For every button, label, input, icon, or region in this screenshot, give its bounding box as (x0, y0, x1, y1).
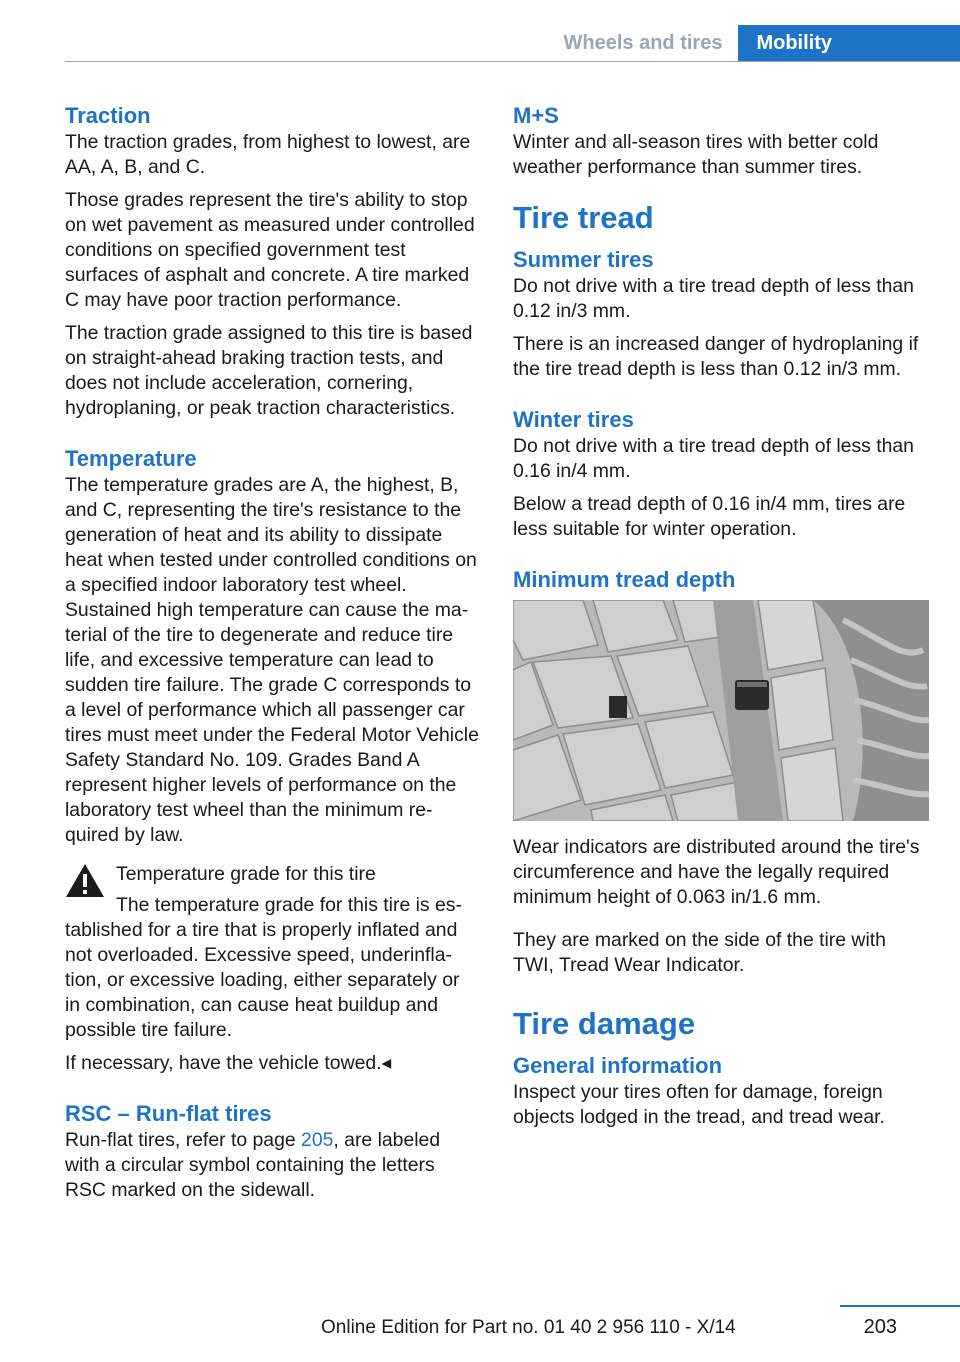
rsc-paragraph (65, 1128, 479, 1203)
edition-footer: Online Edition for Part no. 01 40 2 956 110 - X/14 (321, 1317, 736, 1338)
traction-heading: Traction (65, 103, 151, 128)
winter-paragraph-2: Below a tread depth of 0.16 in/4 mm, tires are less suitable for winter operation. (513, 493, 906, 540)
warning-block (65, 862, 479, 1043)
rsc-heading: RSC – Run-flat tires (65, 1101, 272, 1126)
header-section-title: Wheels and tires (563, 31, 723, 54)
tire-damage-heading: Tire damage (513, 1006, 696, 1041)
tire-tread-illustration (513, 600, 929, 821)
traction-paragraph-2: Those grades represent the tire's ability to stop on wet pavement as measured under controlled conditions on specified government test surfaces of asphalt and concrete. A tire marked C may have poor traction performance. (65, 189, 475, 311)
summer-paragraph-2: There is an increased danger of hydroplaning if the tire tread depth is less than 0.12 in/3 mm. (513, 333, 919, 380)
footer-rule (840, 1305, 960, 1307)
summer-tires-heading: Summer tires (513, 247, 654, 272)
warning-title: Temperature grade for this tire (116, 863, 376, 885)
page-number: 203 (863, 1316, 897, 1338)
winter-tires-heading: Winter tires (513, 407, 634, 432)
tire-tread-heading: Tire tread (513, 200, 654, 235)
temperature-heading: Temperature (65, 446, 197, 471)
header-chapter-tab: Mobility (738, 25, 960, 61)
summer-paragraph-1: Do not drive with a tire tread depth of less than 0.12 in/3 mm. (513, 275, 914, 322)
page-205-link[interactable]: 205 (301, 1129, 334, 1151)
general-information-heading: General information (513, 1053, 723, 1078)
winter-paragraph-1: Do not drive with a tire tread depth of less than 0.16 in/4 mm. (513, 435, 914, 482)
traction-paragraph-1: The traction grades, from highest to lowest, are AA, A, B, and C. (65, 131, 471, 178)
traction-paragraph-3: The traction grade assigned to this tire is based on straight-ahead braking traction tests, and does not include acceleration, cornering, hydroplaning, or peak traction characteristics. (65, 322, 473, 419)
ms-heading: M+S (513, 103, 559, 128)
page-header (564, 25, 960, 61)
warning-text: The temperature grade for this tire is established for a tire that is properly inflated and not overloaded. Excessive speed, underinflation, or excessive loading, either separately or in combination, can cause heat buildup and possible tire failure. (65, 894, 462, 1041)
header-rule (65, 61, 960, 62)
general-paragraph: Inspect your tires often for damage, foreign objects lodged in the tread, and tread wear. (513, 1081, 885, 1128)
min-tread-paragraph-1: Wear indicators are distributed around the tire's circumference and have the legally required minimum height of 0.063 in/1.6 mm. (513, 836, 920, 908)
min-tread-paragraph-2: They are marked on the side of the tire with TWI, Tread Wear Indicator. (513, 929, 886, 976)
rsc-text-before: Run-flat tires, refer to page (65, 1129, 302, 1151)
temperature-paragraph: The temperature grades are A, the highest, B, and C, representing the tire's resistance to the generation of heat and its ability to dissipate heat when tested under controlled conditions on a specified indoor laboratory test wheel. Sustained high temperature can cause the material of the tire to degenerate and reduce tire life, and excessive temperature can lead to sudden tire failure. The grade C corresponds to a level of performance which all passenger car tires must meet under the Federal Motor Vehicle Safety Standard No. 109. Grades Band A represent higher levels of performance on the laboratory test wheel than the minimum required by law. (65, 474, 479, 846)
right-column (513, 102, 929, 1138)
left-column (65, 102, 479, 1211)
ms-paragraph: Winter and all-season tires with better cold weather performance than summer tires. (513, 131, 879, 178)
minimum-tread-depth-heading: Minimum tread depth (513, 567, 736, 592)
warning-triangle-icon (65, 862, 105, 898)
rsc-text-after: , are labeled with a circular symbol containing the letters RSC marked on the sidewall. (65, 1129, 441, 1201)
towed-text: If necessary, have the vehicle towed.◂ (65, 1052, 392, 1074)
